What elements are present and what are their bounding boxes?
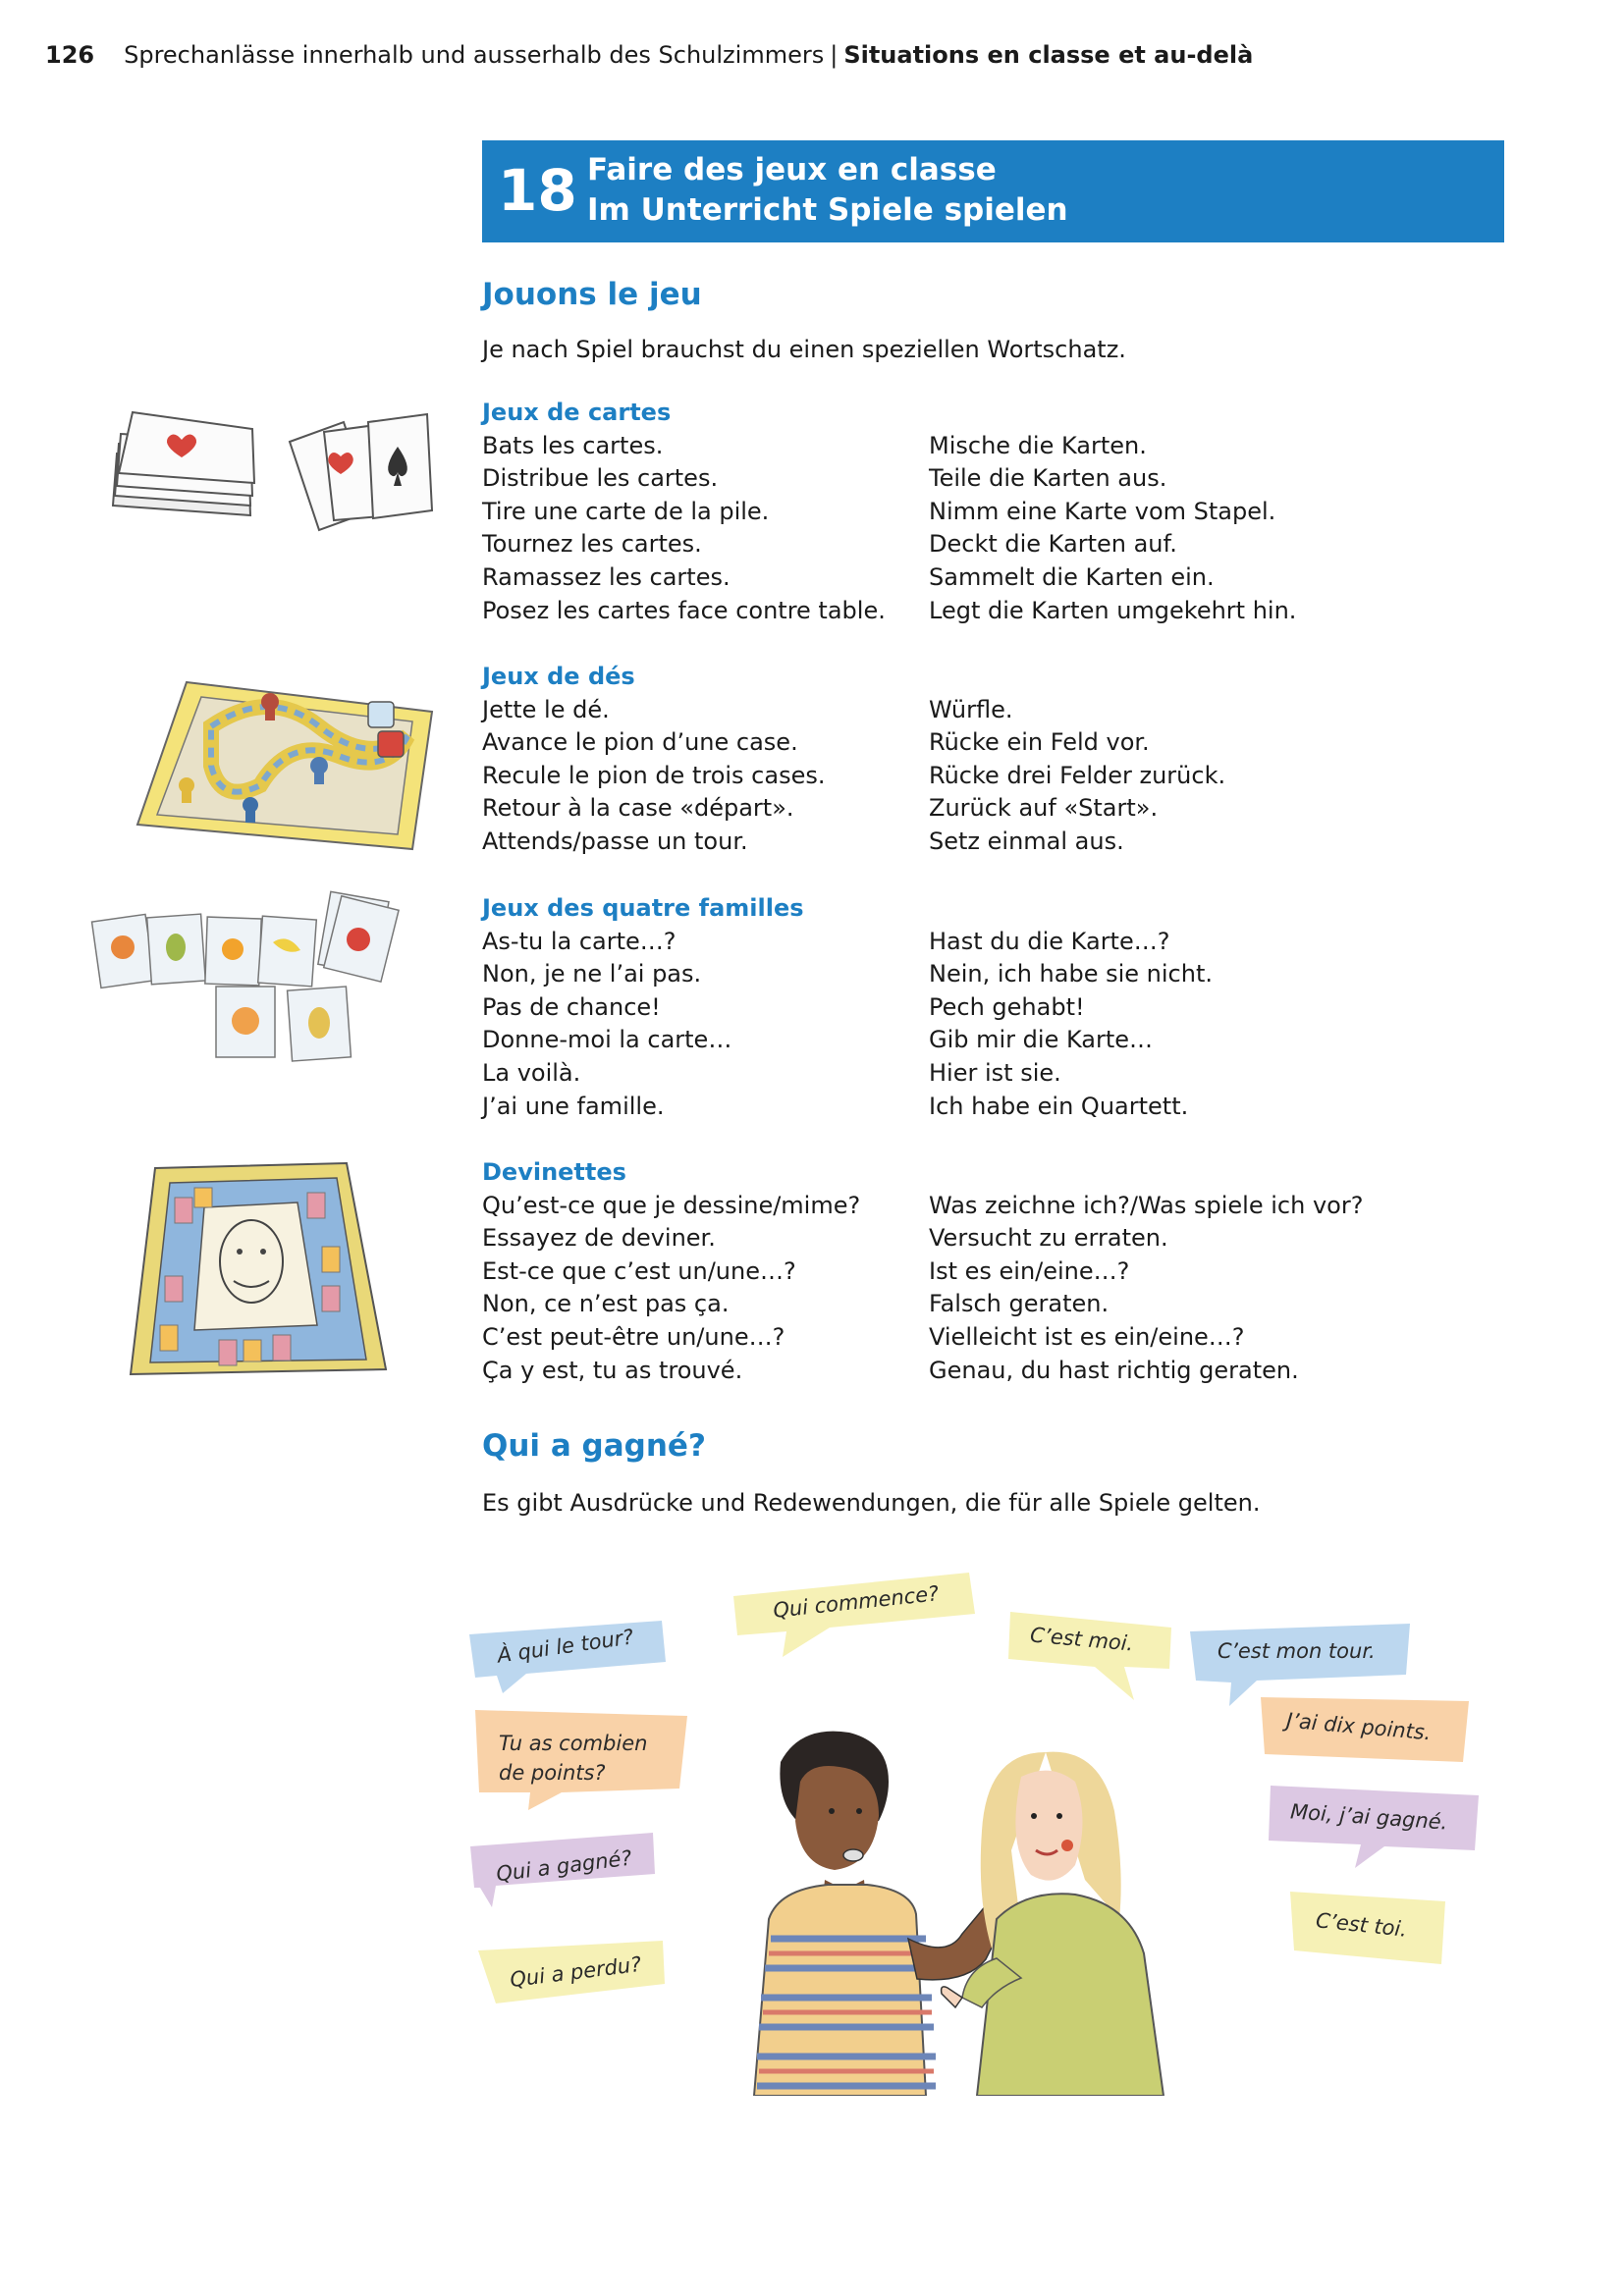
phrase-de: Deckt die Karten auf. — [929, 530, 1177, 559]
phrase-fr: Avance le pion d’une case. — [482, 728, 798, 757]
running-header — [45, 41, 1253, 69]
phrase-row — [482, 726, 1562, 760]
phrase-row — [482, 1057, 1562, 1091]
phrase-de: Pech gehabt! — [929, 992, 1085, 1021]
speech-bubble-text: Moi, j’ai gagné. — [1289, 1799, 1449, 1835]
phrase-row — [482, 1222, 1562, 1255]
chapter-title-fr: Faire des jeux en classe — [587, 152, 997, 187]
phrase-row — [482, 528, 1562, 561]
speech-bubble — [731, 1571, 977, 1659]
phrase-fr: Essayez de deviner. — [482, 1224, 716, 1253]
phrase-de: Versucht zu erraten. — [929, 1224, 1168, 1253]
block-heading: Jeux de dés — [482, 663, 635, 690]
phrase-fr: Retour à la case «départ». — [482, 794, 794, 823]
phrase-fr: Donne-moi la carte… — [482, 1026, 732, 1054]
header-separator: | — [830, 41, 839, 69]
speech-bubble-text: C’est mon tour. — [1218, 1639, 1376, 1663]
phrase-fr: Attends/passe un tour. — [482, 827, 748, 855]
section-intro-qui-a-gagne: Es gibt Ausdrücke und Redewendungen, die für alle Spiele gelten. — [482, 1489, 1261, 1517]
phrase-de: Hier ist sie. — [929, 1058, 1061, 1087]
phrase-de: Rücke ein Feld vor. — [929, 728, 1150, 757]
vocab-block-cartes — [482, 397, 1562, 627]
phrase-de: Falsch geraten. — [929, 1290, 1110, 1318]
phrase-de: Legt die Karten umgekehrt hin. — [929, 596, 1297, 624]
speech-bubble — [1006, 1610, 1173, 1703]
phrase-fr: Tire une carte de la pile. — [482, 497, 770, 525]
phrase-row — [482, 595, 1562, 628]
phrase-row — [482, 561, 1562, 595]
speech-bubble — [473, 1708, 689, 1811]
phrase-row — [482, 1355, 1562, 1388]
two-students-illustration — [751, 1723, 1213, 2096]
chapter-title-de: Im Unterricht Spiele spielen — [587, 192, 1068, 228]
block-heading: Devinettes — [482, 1158, 626, 1186]
phrase-de: Vielleicht ist es ein/eine…? — [929, 1322, 1245, 1351]
block-heading: Jeux des quatre familles — [482, 894, 804, 922]
phrase-fr: Ramassez les cartes. — [482, 562, 731, 591]
phrase-de: Zurück auf «Start». — [929, 794, 1159, 823]
section-title-qui-a-gagne: Qui a gagné? — [482, 1428, 706, 1464]
phrase-de: Ich habe ein Quartett. — [929, 1092, 1189, 1120]
phrase-de: Ist es ein/eine…? — [929, 1256, 1130, 1285]
chapter-banner — [482, 140, 1504, 242]
header-title-de: Sprechanlässe innerhalb und ausserhalb des Schulzimmers — [124, 41, 825, 69]
vocab-block-devinettes — [482, 1156, 1562, 1387]
phrase-row — [482, 1288, 1562, 1321]
phrase-de: Hast du die Karte…? — [929, 927, 1170, 955]
speech-bubble — [1267, 1782, 1483, 1870]
phrase-de: Setz einmal aus. — [929, 827, 1124, 855]
speech-bubble-text: Tu as combien — [499, 1732, 648, 1755]
speech-bubble-text: À qui le tour? — [496, 1625, 635, 1668]
speech-bubble-text: Qui commence? — [772, 1581, 941, 1623]
phrase-fr: J’ai une famille. — [482, 1092, 665, 1120]
phrase-fr: Distribue les cartes. — [482, 464, 719, 493]
section-title-jouons: Jouons le jeu — [482, 277, 702, 312]
phrase-de: Rücke drei Felder zurück. — [929, 761, 1226, 789]
phrase-row — [482, 926, 1562, 959]
phrase-de: Sammelt die Karten ein. — [929, 562, 1215, 591]
phrase-fr: Posez les cartes face contre table. — [482, 596, 886, 624]
speech-bubble — [476, 1939, 668, 2007]
phrase-fr: La voilà. — [482, 1058, 581, 1087]
phrase-row — [482, 496, 1562, 529]
speech-bubble-text: C’est toi. — [1315, 1908, 1409, 1942]
phrase-de: Gib mir die Karte… — [929, 1026, 1154, 1054]
phrase-row — [482, 760, 1562, 793]
phrase-de: Nimm eine Karte vom Stapel. — [929, 497, 1276, 525]
phrase-de: Was zeichne ich?/Was spiele ich vor? — [929, 1191, 1364, 1219]
phrase-row — [482, 1024, 1562, 1057]
phrase-row — [482, 430, 1562, 463]
phrase-fr: Tournez les cartes. — [482, 530, 702, 559]
guessing-game-illustration — [126, 1158, 391, 1384]
phrase-row — [482, 958, 1562, 991]
phrase-row — [482, 1255, 1562, 1289]
header-title-fr: Situations en classe et au-delà — [843, 41, 1254, 69]
phrase-row — [482, 991, 1562, 1025]
vocab-block-familles — [482, 892, 1562, 1123]
speech-bubble-text: Qui a gagné? — [495, 1845, 633, 1887]
phrase-fr: As-tu la carte…? — [482, 927, 677, 955]
phrase-row — [482, 694, 1562, 727]
phrase-de: Genau, du hast richtig geraten. — [929, 1356, 1299, 1384]
section-intro-jouons: Je nach Spiel brauchst du einen speziellen Wortschatz. — [482, 336, 1126, 363]
phrase-de: Mische die Karten. — [929, 431, 1147, 459]
page-number: 126 — [45, 41, 95, 69]
board-game-illustration — [118, 658, 452, 854]
phrase-fr: Non, ce n’est pas ça. — [482, 1290, 730, 1318]
speech-bubble — [466, 1831, 658, 1909]
phrase-de: Teile die Karten aus. — [929, 464, 1167, 493]
phrase-row — [482, 792, 1562, 826]
phrase-de: Würfle. — [929, 695, 1013, 723]
speech-bubble-text: C’est moi. — [1029, 1623, 1135, 1656]
phrase-fr: Pas de chance! — [482, 992, 661, 1021]
phrase-row — [482, 826, 1562, 859]
phrase-fr: Bats les cartes. — [482, 431, 664, 459]
chapter-number: 18 — [498, 157, 577, 224]
speech-bubble-text: J’ai dix points. — [1285, 1708, 1433, 1745]
vocab-block-des — [482, 661, 1562, 859]
phrase-fr: Qu’est-ce que je dessine/mime? — [482, 1191, 861, 1219]
phrase-fr: Est-ce que c’est un/une…? — [482, 1256, 796, 1285]
phrase-row — [482, 1190, 1562, 1223]
phrase-de: Nein, ich habe sie nicht. — [929, 960, 1213, 988]
phrase-row — [482, 1091, 1562, 1124]
speech-bubble — [1286, 1890, 1448, 1968]
phrase-row — [482, 1321, 1562, 1355]
phrase-fr: Ça y est, tu as trouvé. — [482, 1356, 743, 1384]
speech-bubble-text: de points? — [499, 1761, 606, 1785]
family-cards-illustration — [79, 888, 432, 1065]
phrase-fr: C’est peut-être un/une…? — [482, 1322, 785, 1351]
speech-bubble — [467, 1615, 669, 1698]
block-heading: Jeux de cartes — [482, 399, 672, 426]
phrase-fr: Recule le pion de trois cases. — [482, 761, 826, 789]
phrase-row — [482, 462, 1562, 496]
playing-cards-illustration — [103, 402, 437, 535]
speech-bubble — [1257, 1693, 1473, 1772]
phrase-fr: Non, je ne l’ai pas. — [482, 960, 702, 988]
speech-bubble-text: Qui a perdu? — [509, 1951, 643, 1993]
chapter-titles — [587, 150, 1068, 231]
phrase-fr: Jette le dé. — [482, 695, 610, 723]
